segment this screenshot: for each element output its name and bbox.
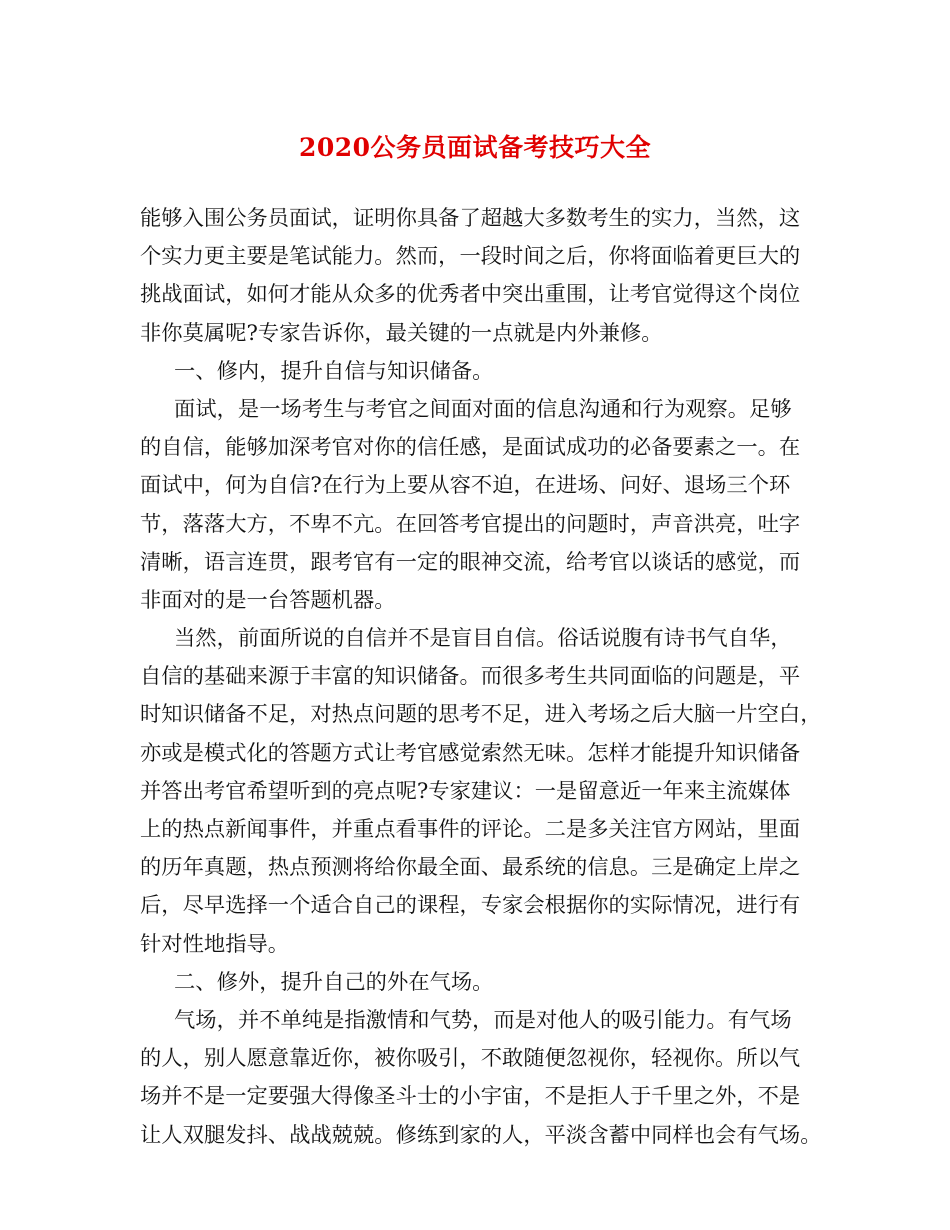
text-line: 的人，别人愿意靠近你，被你吸引，不敢随便忽视你，轻视你。所以气 <box>140 1046 801 1072</box>
text-line: 针对性地指导。 <box>140 931 290 957</box>
text-line: 让人双腿发抖、战战兢兢。修练到家的人，平淡含蓄中同样也会有气场。 <box>140 1122 822 1148</box>
text-line: 上的热点新闻事件，并重点看事件的评论。二是多关注官方网站，里面 <box>140 817 801 842</box>
text-line: 面试中，何为自信?在行为上要从容不迫，在进场、问好、退场三个环 <box>140 473 791 499</box>
section-heading: 二、修外，提升自己的外在气场。 <box>174 969 494 995</box>
text-line: 节，落落大方，不卑不亢。在回答考官提出的问题时，声音洪亮，吐字 <box>140 511 801 537</box>
text-line: 时知识储备不足，对热点问题的思考不足，进入考场之后大脑一片空白， <box>140 702 822 728</box>
text-line: 当然，前面所说的自信并不是盲目自信。俗话说腹有诗书气自华， <box>174 626 792 652</box>
text-line: 能够入围公务员面试，证明你具备了超越大多数考生的实力，当然，这 <box>140 206 801 231</box>
text-line: 面试，是一场考生与考官之间面对面的信息沟通和行为观察。足够 <box>174 396 792 422</box>
text-line: 非面对的是一台答题机器。 <box>140 587 396 613</box>
text-line: 自信的基础来源于丰富的知识储备。而很多考生共同面临的问题是，平 <box>140 664 801 690</box>
text-line: 非你莫属呢?专家告诉你，最关键的一点就是内外兼修。 <box>140 320 663 346</box>
text-line: 个实力更主要是笔试能力。然而，一段时间之后，你将面临着更巨大的 <box>140 244 801 270</box>
text-line: 并答出考官希望听到的亮点呢?专家建议：一是留意近一年来主流媒体 <box>140 778 791 804</box>
text-line: 清晰，语言连贯，跟考官有一定的眼神交流，给考官以谈话的感觉，而 <box>140 549 801 575</box>
text-line: 挑战面试，如何才能从众多的优秀者中突出重围，让考官觉得这个岗位 <box>140 282 801 308</box>
text-line: 亦或是模式化的答题方式让考官感觉索然无味。怎样才能提升知识储备 <box>140 740 801 766</box>
section-heading: 一、修内，提升自信与知识储备。 <box>174 358 494 384</box>
document-body <box>140 200 826 1155</box>
text-line: 后，尽早选择一个适合自己的课程，专家会根据你的实际情况，进行有 <box>140 893 801 919</box>
text-line: 的历年真题，热点预测将给你最全面、最系统的信息。三是确定上岸之 <box>140 855 801 881</box>
page-title: 2020公务员面试备考技巧大全 <box>298 133 652 162</box>
text-line: 场并不是一定要强大得像圣斗士的小宇宙，不是拒人于千里之外，不是 <box>140 1084 801 1110</box>
text-line: 的自信，能够加深考官对你的信任感，是面试成功的必备要素之一。在 <box>140 435 801 461</box>
text-line: 气场，并不单纯是指激情和气势，而是对他人的吸引能力。有气场 <box>174 1007 792 1033</box>
